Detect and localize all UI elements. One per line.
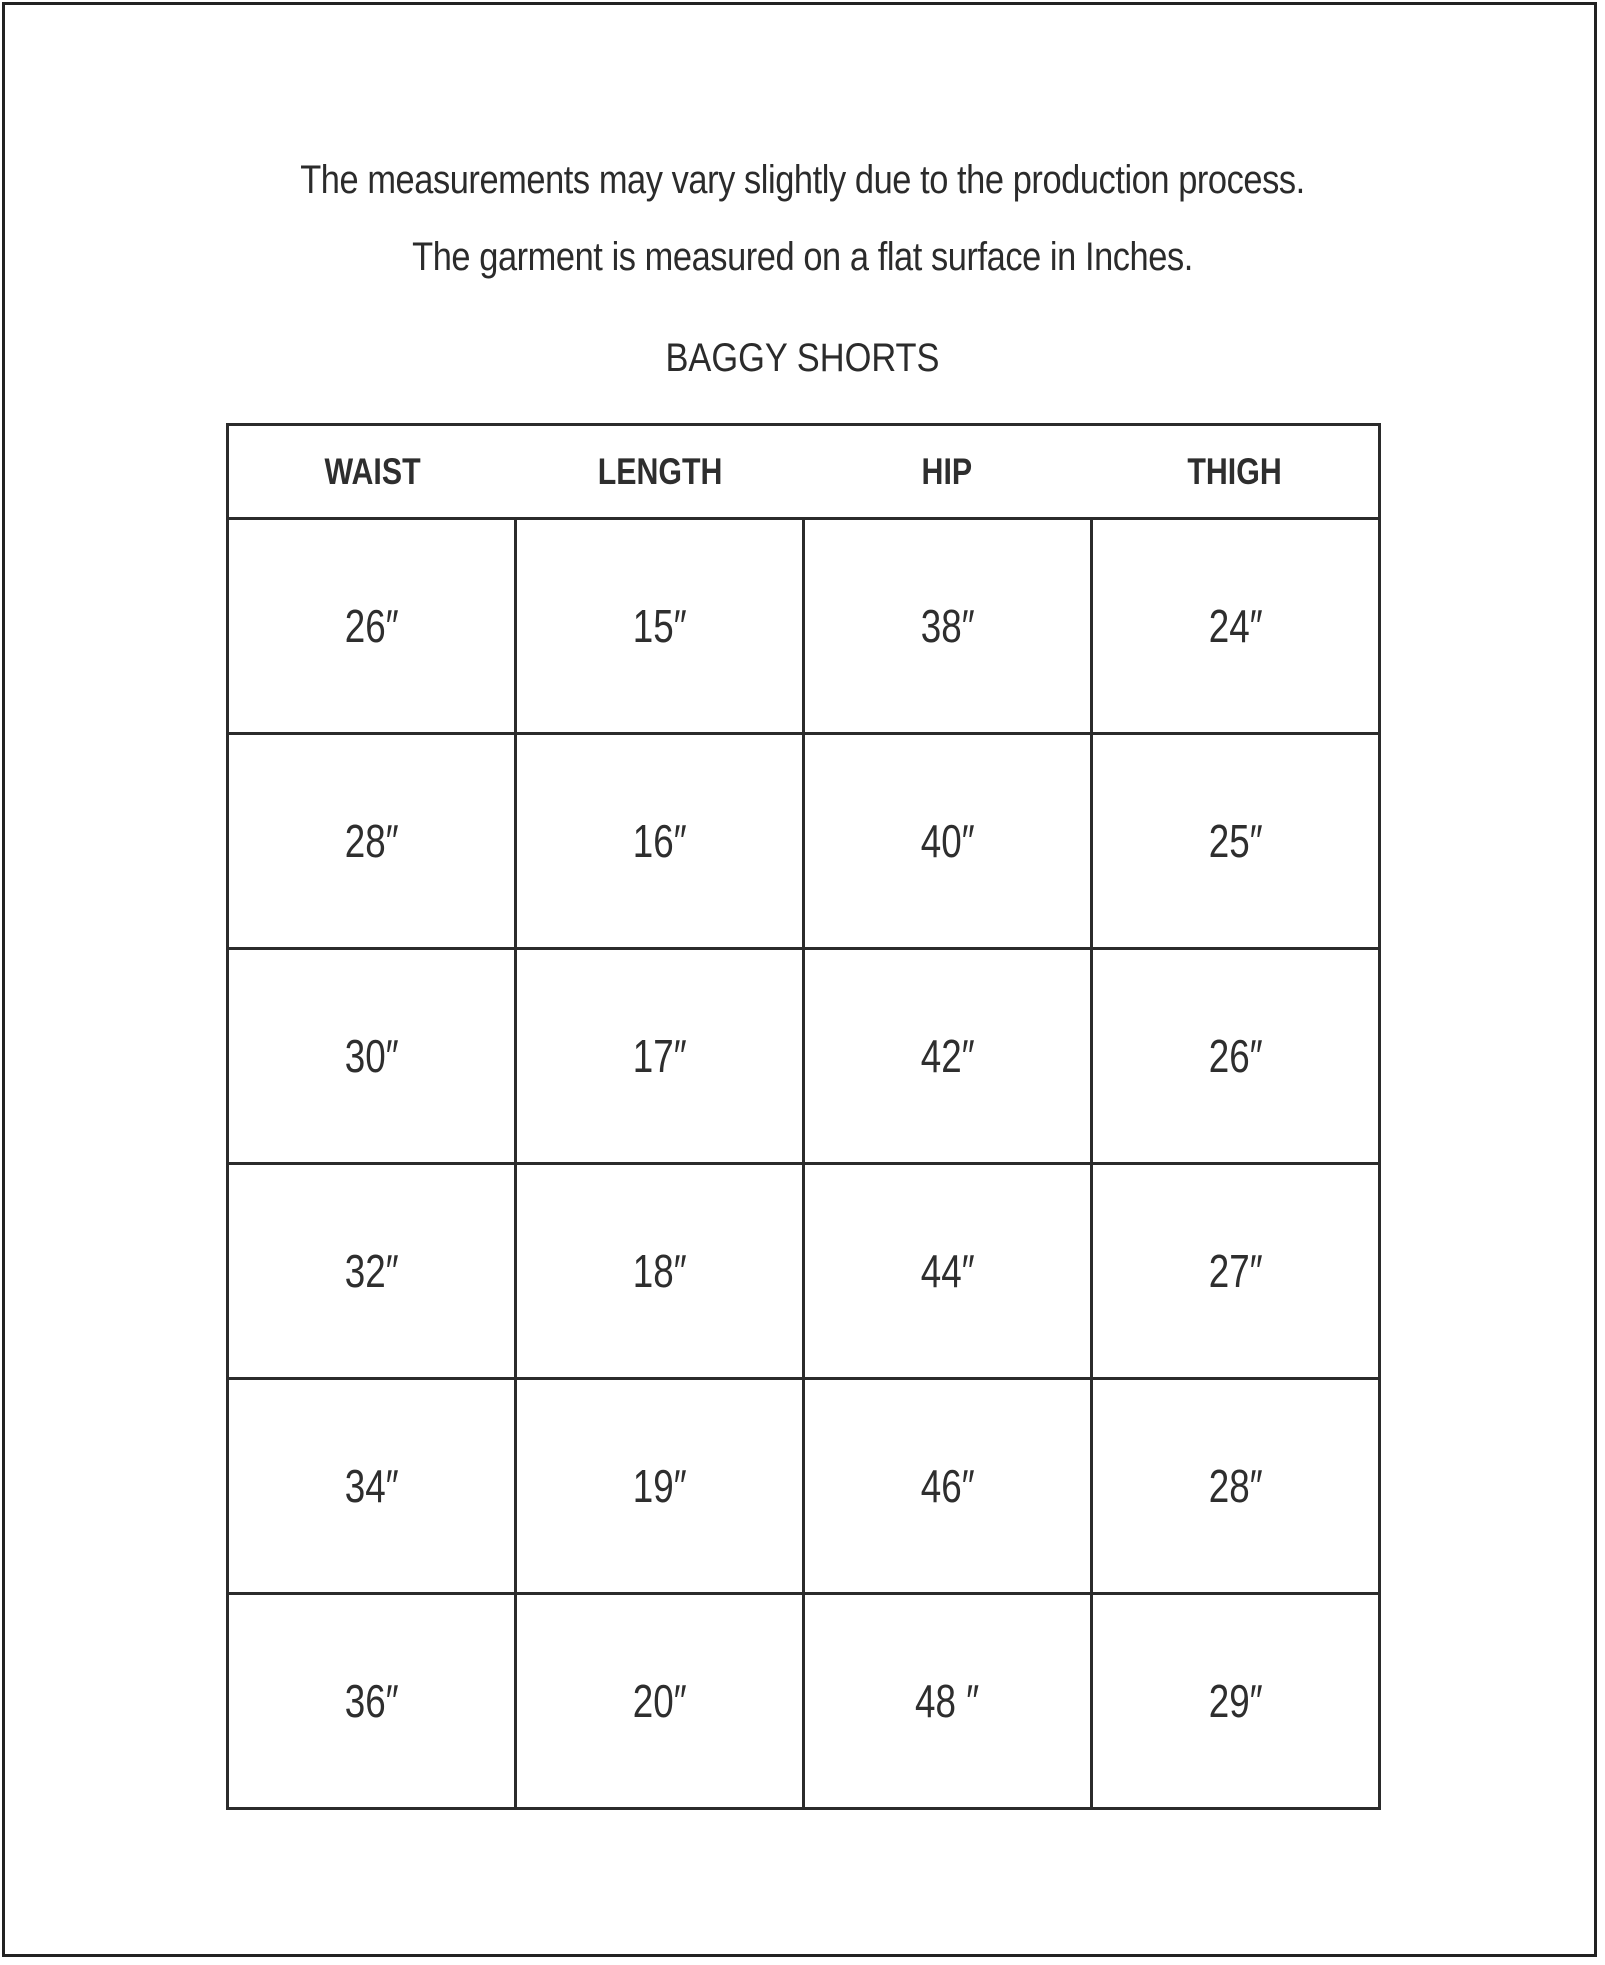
cell-thigh: 25″ [1208, 815, 1263, 867]
cell-hip: 40″ [805, 735, 1093, 947]
table-row [229, 1165, 1378, 1380]
header-length: LENGTH [597, 450, 723, 492]
cell-waist: 36″ [229, 1595, 517, 1807]
table-row [229, 950, 1378, 1165]
cell-waist: 32″ [229, 1165, 517, 1377]
cell-waist: 28″ [229, 735, 517, 947]
cell-waist: 30″ [229, 950, 517, 1162]
cell-length: 19″ [517, 1380, 805, 1592]
header-hip: HIP [921, 450, 973, 492]
cell-thigh: 24″ [1208, 600, 1263, 652]
cell-length: 15″ [517, 520, 805, 732]
table-row [229, 1595, 1378, 1807]
cell-hip: 38″ [805, 520, 1093, 732]
cell-waist: 26″ [229, 520, 517, 732]
table-header-row [229, 426, 1378, 520]
cell-thigh: 28″ [1208, 1460, 1263, 1512]
size-chart-table [226, 423, 1381, 1810]
cell-length: 18″ [517, 1165, 805, 1377]
cell-hip: 46″ [805, 1380, 1093, 1592]
cell-hip: 44″ [805, 1165, 1093, 1377]
cell-thigh: 27″ [1208, 1245, 1263, 1297]
measurement-note-variation: The measurements may vary slightly due to the production process. [300, 158, 1305, 202]
table-title: BAGGY SHORTS [665, 336, 940, 380]
cell-waist: 34″ [229, 1380, 517, 1592]
cell-length: 17″ [517, 950, 805, 1162]
table-row [229, 520, 1378, 735]
cell-length: 20″ [517, 1595, 805, 1807]
cell-hip: 42″ [805, 950, 1093, 1162]
cell-thigh: 29″ [1208, 1675, 1263, 1727]
table-row [229, 1380, 1378, 1595]
header-thigh: THIGH [1187, 450, 1282, 492]
cell-hip: 48 ″ [805, 1595, 1093, 1807]
cell-thigh: 26″ [1208, 1030, 1263, 1082]
measurement-note-method: The garment is measured on a flat surface in Inches. [412, 235, 1193, 279]
header-waist: WAIST [324, 450, 421, 492]
table-row [229, 735, 1378, 950]
cell-length: 16″ [517, 735, 805, 947]
